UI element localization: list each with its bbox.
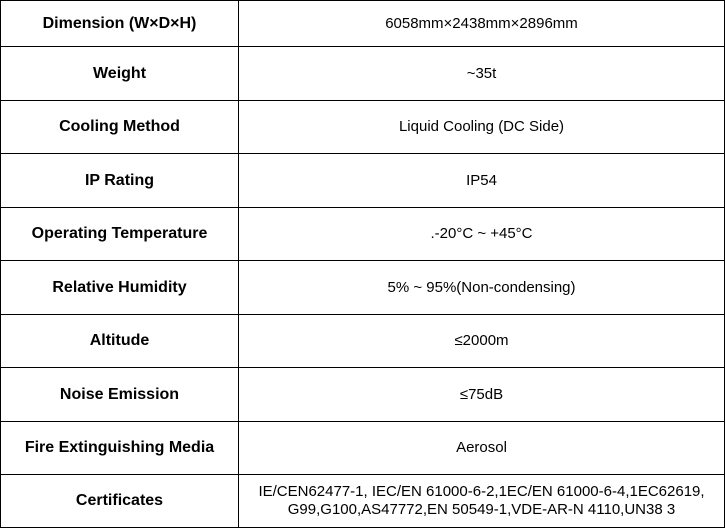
spec-label: Cooling Method bbox=[1, 100, 239, 154]
spec-label: Dimension (W×D×H) bbox=[1, 1, 239, 47]
spec-label: Altitude bbox=[1, 314, 239, 368]
table-row bbox=[1, 421, 725, 475]
spec-value: ~35t bbox=[239, 47, 725, 101]
spec-label: IP Rating bbox=[1, 154, 239, 208]
spec-label: Weight bbox=[1, 47, 239, 101]
spec-label: Certificates bbox=[1, 475, 239, 528]
spec-value: Liquid Cooling (DC Side) bbox=[239, 100, 725, 154]
table-row bbox=[1, 47, 725, 101]
spec-label: Operating Temperature bbox=[1, 207, 239, 261]
table-row bbox=[1, 368, 725, 422]
spec-label: Relative Humidity bbox=[1, 261, 239, 315]
table-row bbox=[1, 1, 725, 47]
table-row bbox=[1, 100, 725, 154]
spec-value: Aerosol bbox=[239, 421, 725, 475]
spec-label: Fire Extinguishing Media bbox=[1, 421, 239, 475]
spec-value: 6058mm×2438mm×2896mm bbox=[239, 1, 725, 47]
table-row bbox=[1, 154, 725, 208]
spec-label: Noise Emission bbox=[1, 368, 239, 422]
table-row bbox=[1, 475, 725, 528]
spec-value: 5% ~ 95%(Non-condensing) bbox=[239, 261, 725, 315]
table-row bbox=[1, 207, 725, 261]
spec-value: ≤75dB bbox=[239, 368, 725, 422]
spec-value: IE/CEN62477-1, IEC/EN 61000-6-2,1EC/EN 61000-6-4,1EC62619, G99,G100,AS47772,EN 50549-1,VDE-AR-N 4110,UN38 3 bbox=[239, 475, 725, 528]
spec-value: IP54 bbox=[239, 154, 725, 208]
table-row bbox=[1, 314, 725, 368]
spec-value: ≤2000m bbox=[239, 314, 725, 368]
table-row bbox=[1, 261, 725, 315]
spec-value: .-20°C ~ +45°C bbox=[239, 207, 725, 261]
